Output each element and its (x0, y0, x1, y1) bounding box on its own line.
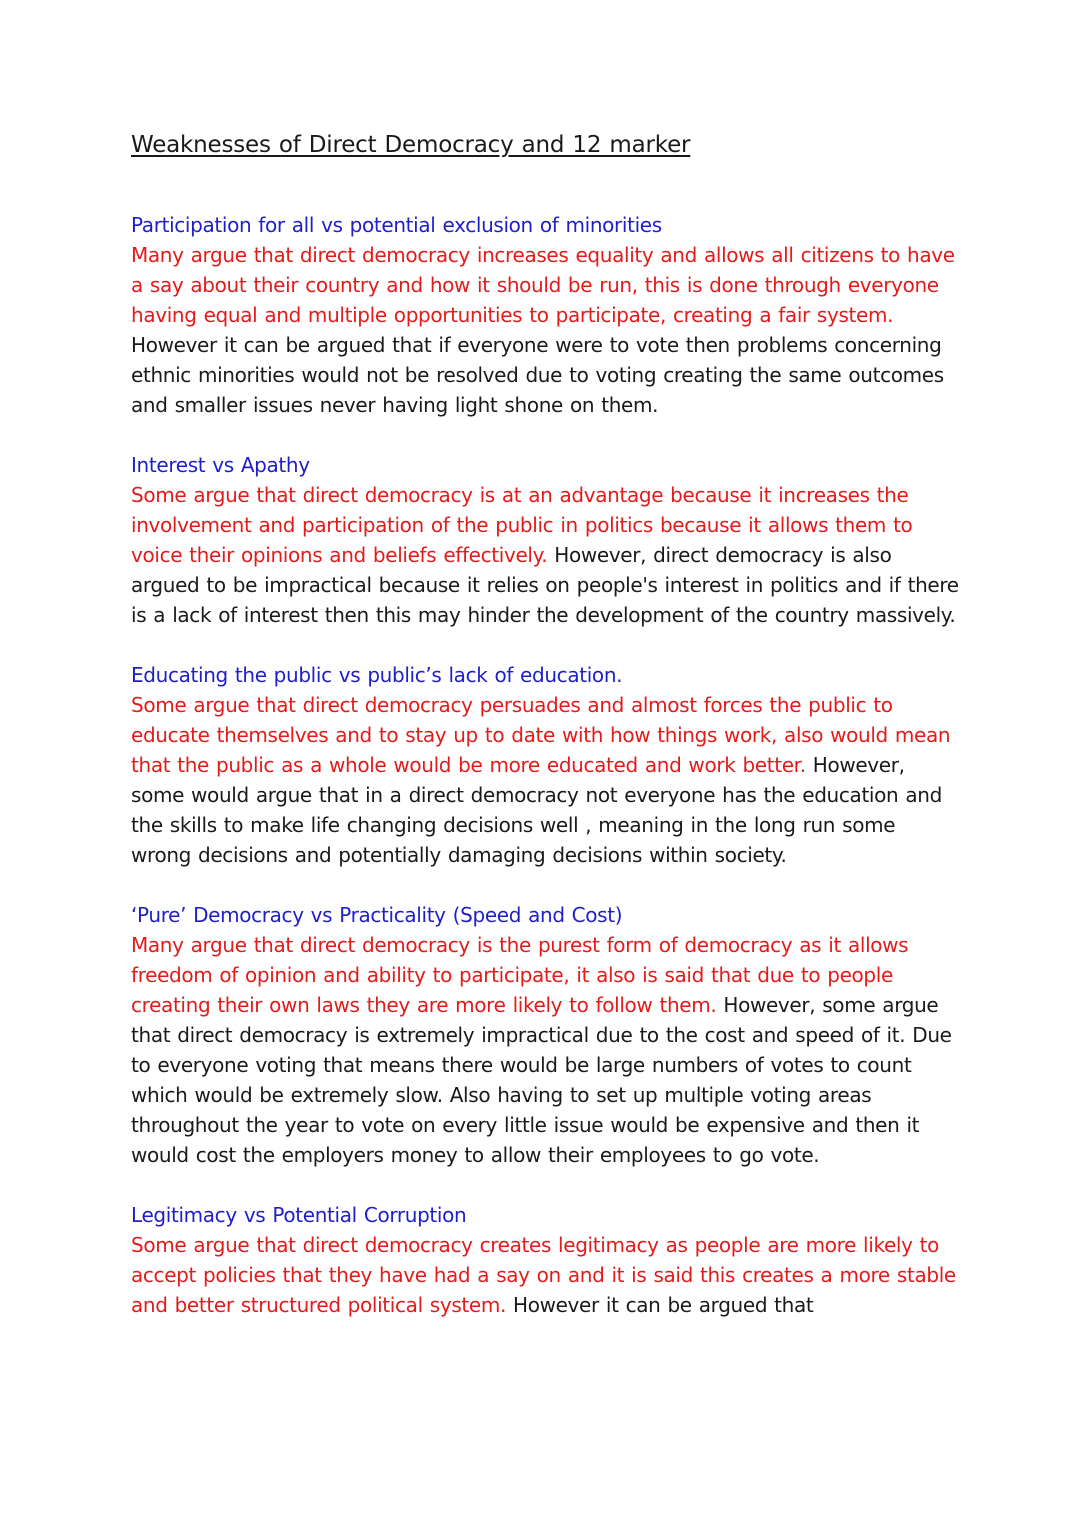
con-argument: However it can be argued that if everyone were to vote then problems concerning ethnic minorities would not be resolved due to voting creating the same outcomes and smaller issues never having light shone on them. (131, 333, 944, 417)
section-education (131, 660, 961, 870)
section-body (131, 690, 961, 870)
section-body (131, 1230, 961, 1320)
section-body (131, 240, 961, 420)
con-argument: However, some argue that direct democracy is extremely impractical due to the cost and speed of it. Due to everyone voting that means there would be large numbers of votes to count which would be extremely slow. Also having to set up multiple voting areas throughout the year to vote on every little issue would be expensive and then it would cost the employers money to allow their employees to go vote. (131, 993, 952, 1167)
section-heading: Interest vs Apathy (131, 453, 310, 477)
section-heading: Legitimacy vs Potential Corruption (131, 1203, 467, 1227)
section-pure-democracy (131, 900, 961, 1170)
pro-argument: Some argue that direct democracy is at an advantage because it increases the involvement and participation of the public in politics because it allows them to voice their opinions and beliefs effectively. (131, 483, 913, 567)
document-title: Weaknesses of Direct Democracy and 12 marker (131, 132, 691, 158)
section-heading: ‘Pure’ Democracy vs Practicality (Speed and Cost) (131, 903, 623, 927)
pro-argument: Many argue that direct democracy increases equality and allows all citizens to have a say about their country and how it should be run, this is done through everyone having equal and multiple opportunities to participate, creating a fair system. (131, 243, 955, 327)
section-heading: Educating the public vs public’s lack of education. (131, 663, 623, 687)
section-body (131, 930, 961, 1170)
con-argument: However, some would argue that in a direct democracy not everyone has the education and the skills to make life changing decisions well , meaning in the long run some wrong decisions and potentially damaging decisions within society. (131, 753, 942, 867)
document-page (131, 128, 961, 1350)
pro-argument: Some argue that direct democracy creates legitimacy as people are more likely to accept policies that they have had a say on and it is said this creates a more stable and better structured political system. (131, 1233, 956, 1317)
section-participation (131, 210, 961, 420)
con-argument: However it can be argued that (513, 1293, 814, 1317)
pro-argument: Some argue that direct democracy persuades and almost forces the public to educate themselves and to stay up to date with how things work, also would mean that the public as a whole would be more educated and work better. (131, 693, 951, 777)
section-body (131, 480, 961, 630)
section-heading: Participation for all vs potential exclusion of minorities (131, 213, 662, 237)
section-legitimacy (131, 1200, 961, 1320)
con-argument: However, direct democracy is also argued to be impractical because it relies on people's interest in politics and if there is a lack of interest then this may hinder the development of the country massively. (131, 543, 959, 627)
pro-argument: Many argue that direct democracy is the purest form of democracy as it allows freedom of opinion and ability to participate, it also is said that due to people creating their own laws they are more likely to follow them. (131, 933, 909, 1017)
section-interest-apathy (131, 450, 961, 630)
